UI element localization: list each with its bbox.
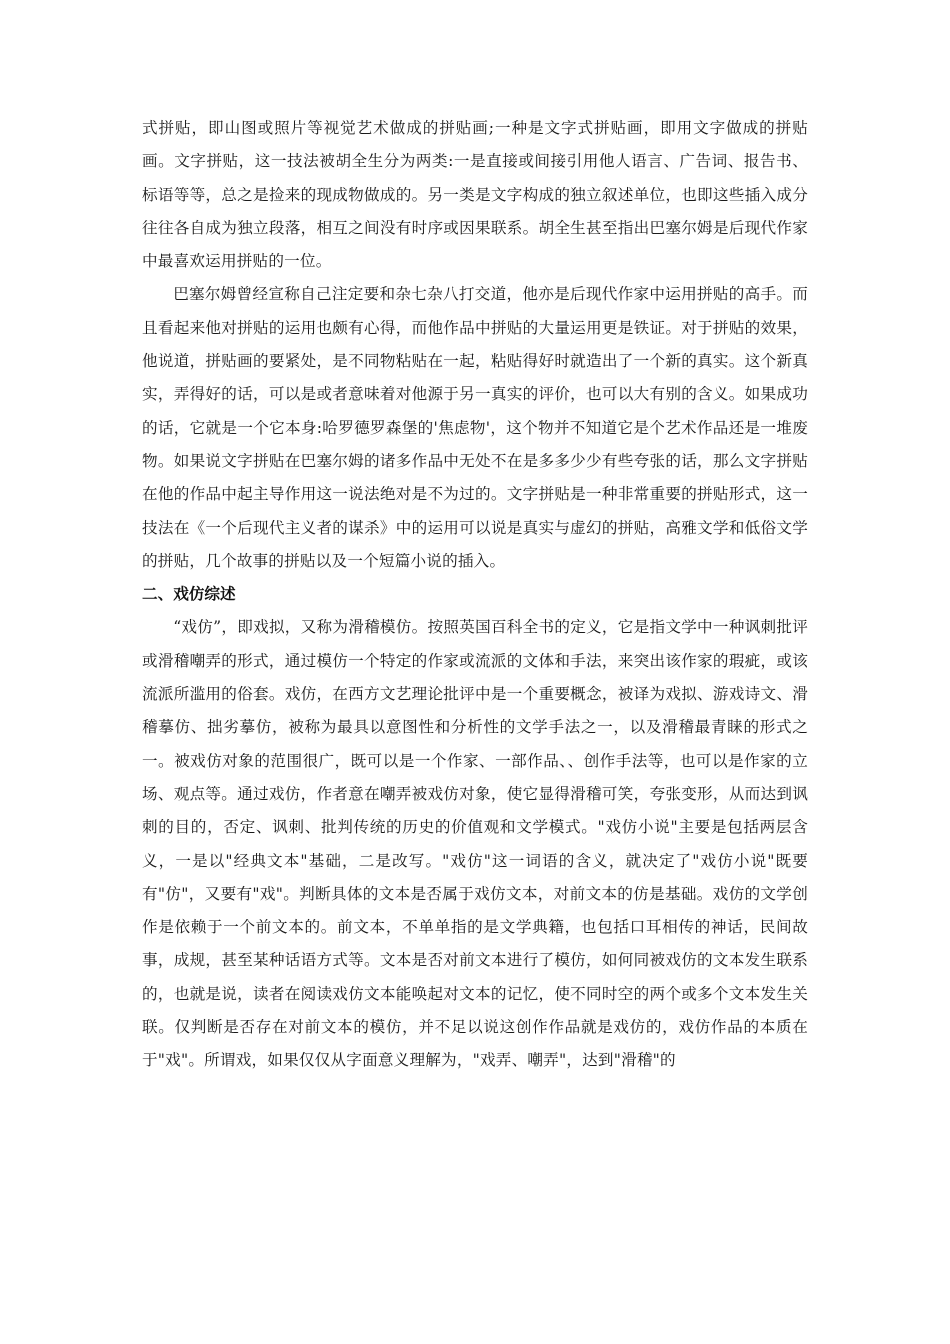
document-page	[142, 112, 808, 1078]
section-heading-parody: 二、戏仿综述	[142, 585, 236, 604]
paragraph-parody-definition: “戏仿”，即戏拟，又称为滑稽模仿。按照英国百科全书的定义，它是指文学中一种讽刺批评或滑稽嘲弄的形式，通过模仿一个特定的作家或流派的文体和手法，来突出该作家的瑕疵，或该流派所滥用的俗套。戏仿，在西方文艺理论批评中是一个重要概念，被译为戏拟、游戏诗文、滑稽摹仿、拙劣摹仿，被称为最具以意图性和分析性的文学手法之一，以及滑稽最青睐的形式之一。被戏仿对象的范围很广，既可以是一个作家、一部作品、、创作手法等，也可以是作家的立场、观点等。通过戏仿，作者意在嘲弄被戏仿对象，使它显得滑稽可笑，夸张变形，从而达到讽刺的目的，否定、讽刺、批判传统的历史的价值观和文学模式。"戏仿小说"主要是包括两层含义，一是以"经典文本"基础，二是改写。"戏仿"这一词语的含义，就决定了"戏仿小说"既要有"仿"，又要有"戏"。判断具体的文本是否属于戏仿文本，对前文本的仿是基础。戏仿的文学创作是依赖于一个前文本的。前文本，不单单指的是文学典籍，也包括口耳相传的神话，民间故事，成规，甚至某种话语方式等。文本是否对前文本进行了模仿，如何同被戏仿的文本发生联系的，也就是说，读者在阅读戏仿文本能唤起对文本的记忆，使不同时空的两个或多个文本发生关联。仅判断是否存在对前文本的模仿，并不足以说这创作作品就是戏仿的，戏仿作品的本质在于"戏"。所谓戏，如果仅仅从字面意义理解为，"戏弄、嘲弄"，达到"滑稽"的	[142, 618, 808, 1070]
paragraph-collage-types: 式拼贴，即山图或照片等视觉艺术做成的拼贴画;一种是文字式拼贴画，即用文字做成的拼贴画。文字拼贴，这一技法被胡全生分为两类:一是直接或间接引用他人语言、广告词、报告书、标语等等，总之是捡来的现成物做成的。另一类是文字构成的独立叙述单位，也即这些插入成分往往各自成为独立段落，相互之间没有时序或因果联系。胡全生甚至指出巴塞尔姆是后现代作家中最喜欢运用拼贴的一位。	[142, 119, 808, 271]
paragraph-barthelme-collage: 巴塞尔姆曾经宣称自己注定要和杂七杂八打交道，他亦是后现代作家中运用拼贴的高手。而且看起来他对拼贴的运用也颇有心得，而他作品中拼贴的大量运用更是铁证。对于拼贴的效果，他说道，拼贴画的要紧处，是不同物粘贴在一起，粘贴得好时就造出了一个新的真实。这个新真实，弄得好的话，可以是或者意味着对他源于另一真实的评价，也可以大有别的含义。如果成功的话，它就是一个它本身:哈罗德罗森堡的'焦虑物'，这个物并不知道它是个艺术作品还是一堆废物。如果说文字拼贴在巴塞尔姆的诸多作品中无处不在是多多少少有些夸张的话，那么文字拼贴在他的作品中起主导作用这一说法绝对是不为过的。文字拼贴是一种非常重要的拼贴形式，这一技法在《一个后现代主义者的谋杀》中的运用可以说是真实与虚幻的拼贴，高雅文学和低俗文学的拼贴，几个故事的拼贴以及一个短篇小说的插入。	[142, 285, 808, 570]
